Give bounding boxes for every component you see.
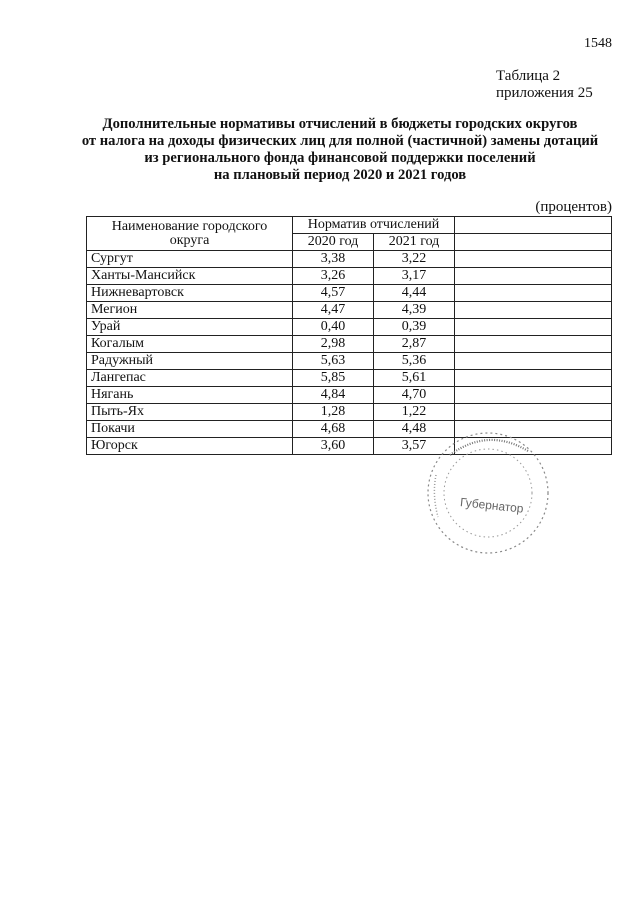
caption-line-2: приложения 25 <box>496 85 593 101</box>
cell-district-name: Югорск <box>87 438 293 455</box>
cell-value-2021: 5,61 <box>374 370 455 387</box>
cell-blank <box>455 336 612 353</box>
cell-district-name: Нижневартовск <box>87 285 293 302</box>
table-row <box>87 404 612 421</box>
cell-value-2021: 4,44 <box>374 285 455 302</box>
cell-blank <box>455 302 612 319</box>
cell-value-2020: 4,47 <box>293 302 374 319</box>
governor-stamp <box>410 425 560 560</box>
cell-blank <box>455 353 612 370</box>
table-row <box>87 387 612 404</box>
cell-value-2021: 0,39 <box>374 319 455 336</box>
page-number: 1548 <box>584 36 612 51</box>
stamp-inner-ring <box>444 449 532 537</box>
cell-district-name: Лангепас <box>87 370 293 387</box>
cell-value-2021: 3,17 <box>374 268 455 285</box>
cell-district-name: Когалым <box>87 336 293 353</box>
title-line-1: Дополнительные нормативы отчислений в бюджеты городских округов <box>102 116 578 132</box>
stamp-outer-ring <box>428 433 548 553</box>
title-line-2: от налога на доходы физических лиц для полной (частичной) замены дотаций <box>81 133 599 149</box>
cell-value-2021: 2,87 <box>374 336 455 353</box>
title-line-4: на плановый период 2020 и 2021 годов <box>213 167 467 183</box>
cell-value-2020: 5,63 <box>293 353 374 370</box>
cell-value-2020: 0,40 <box>293 319 374 336</box>
cell-value-2021: 5,36 <box>374 353 455 370</box>
cell-blank <box>455 285 612 302</box>
cell-value-2020: 4,57 <box>293 285 374 302</box>
cell-value-2020: 2,98 <box>293 336 374 353</box>
stamp-arc-left <box>434 475 438 517</box>
header-district-name: Наименование городского округа <box>87 217 293 251</box>
table-row <box>87 251 612 268</box>
cell-district-name: Радужный <box>87 353 293 370</box>
stamp-text: Губернатор <box>459 495 525 516</box>
table-row <box>87 336 612 353</box>
cell-district-name: Пыть-Ях <box>87 404 293 421</box>
cell-blank <box>455 404 612 421</box>
cell-value-2021: 3,57 <box>374 438 455 455</box>
cell-value-2020: 3,38 <box>293 251 374 268</box>
cell-value-2020: 4,68 <box>293 421 374 438</box>
cell-blank <box>455 251 612 268</box>
cell-blank <box>455 387 612 404</box>
title-line-3: из регионального фонда финансовой поддержки поселений <box>144 150 536 166</box>
cell-value-2020: 4,84 <box>293 387 374 404</box>
header-norm: Норматив отчислений <box>293 217 455 234</box>
cell-value-2021: 4,48 <box>374 421 455 438</box>
cell-value-2021: 3,22 <box>374 251 455 268</box>
cell-blank <box>455 370 612 387</box>
header-blank-cell <box>455 234 612 251</box>
cell-value-2020: 5,85 <box>293 370 374 387</box>
table-row <box>87 370 612 387</box>
cell-value-2021: 4,39 <box>374 302 455 319</box>
cell-blank <box>455 319 612 336</box>
header-year-2021: 2021 год <box>374 234 455 251</box>
table-row <box>87 319 612 336</box>
table-row <box>87 285 612 302</box>
cell-value-2020: 1,28 <box>293 404 374 421</box>
stamp-arc-lettering <box>450 440 528 455</box>
cell-blank <box>455 268 612 285</box>
caption-line-1: Таблица 2 <box>496 68 561 84</box>
table-row <box>87 353 612 370</box>
cell-district-name: Нягань <box>87 387 293 404</box>
cell-value-2020: 3,60 <box>293 438 374 455</box>
table-row <box>87 268 612 285</box>
cell-value-2021: 1,22 <box>374 404 455 421</box>
cell-value-2020: 3,26 <box>293 268 374 285</box>
cell-value-2021: 4,70 <box>374 387 455 404</box>
cell-district-name: Мегион <box>87 302 293 319</box>
table-caption <box>496 68 606 102</box>
cell-district-name: Сургут <box>87 251 293 268</box>
header-blank-cell <box>455 217 612 234</box>
document-title <box>60 116 620 184</box>
cell-district-name: Урай <box>87 319 293 336</box>
cell-district-name: Ханты-Мансийск <box>87 268 293 285</box>
cell-district-name: Покачи <box>87 421 293 438</box>
units-label: (процентов) <box>535 199 612 215</box>
table-header-row <box>87 217 612 234</box>
norms-table <box>86 216 612 455</box>
table-row <box>87 302 612 319</box>
header-year-2020: 2020 год <box>293 234 374 251</box>
